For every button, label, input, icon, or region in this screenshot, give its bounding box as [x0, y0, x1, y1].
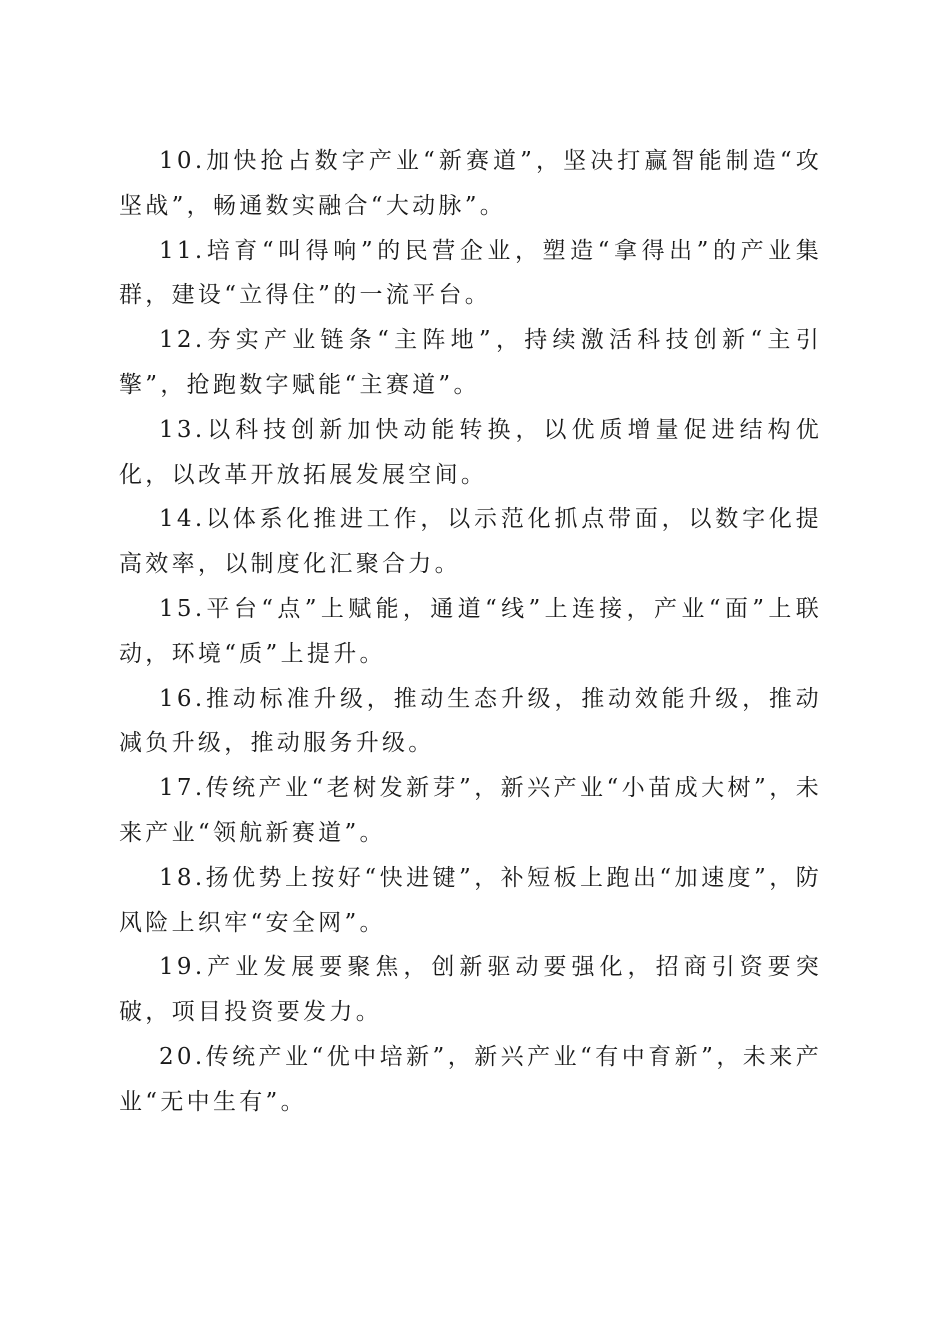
- paragraph-18: 18.扬优势上按好“快进键”，补短板上跑出“加速度”，防风险上织牢“安全网”。: [119, 864, 822, 936]
- paragraph-11: 11.培育“叫得响”的民营企业，塑造“拿得出”的产业集群，建设“立得住”的一流平台。: [119, 237, 822, 309]
- paragraph-19: 19.产业发展要聚焦，创新驱动要强化，招商引资要突破，项目投资要发力。: [119, 954, 822, 1026]
- paragraph-12: 12.夯实产业链条“主阵地”，持续激活科技创新“主引擎”，抢跑数字赋能“主赛道”。: [119, 327, 822, 398]
- paragraph-14: 14.以体系化推进工作，以示范化抓点带面，以数字化提高效率，以制度化汇聚合力。: [119, 506, 822, 578]
- paragraph-10: 10.加快抢占数字产业“新赛道”，坚决打赢智能制造“攻坚战”，畅通数实融合“大动脉”。: [119, 148, 822, 219]
- paragraph-16: 16.推动标准升级，推动生态升级，推动效能升级，推动减负升级，推动服务升级。: [119, 685, 822, 757]
- document-body: [119, 139, 822, 1125]
- paragraph-15: 15.平台“点”上赋能，通道“线”上连接，产业“面”上联动，环境“质”上提升。: [119, 595, 822, 667]
- paragraph-17: 17.传统产业“老树发新芽”，新兴产业“小苗成大树”，未来产业“领航新赛道”。: [119, 775, 822, 846]
- paragraph-13: 13.以科技创新加快动能转换，以优质增量促进结构优化，以改革开放拓展发展空间。: [119, 416, 822, 488]
- paragraph-20: 20.传统产业“优中培新”，新兴产业“有中育新”，未来产业“无中生有”。: [119, 1043, 822, 1115]
